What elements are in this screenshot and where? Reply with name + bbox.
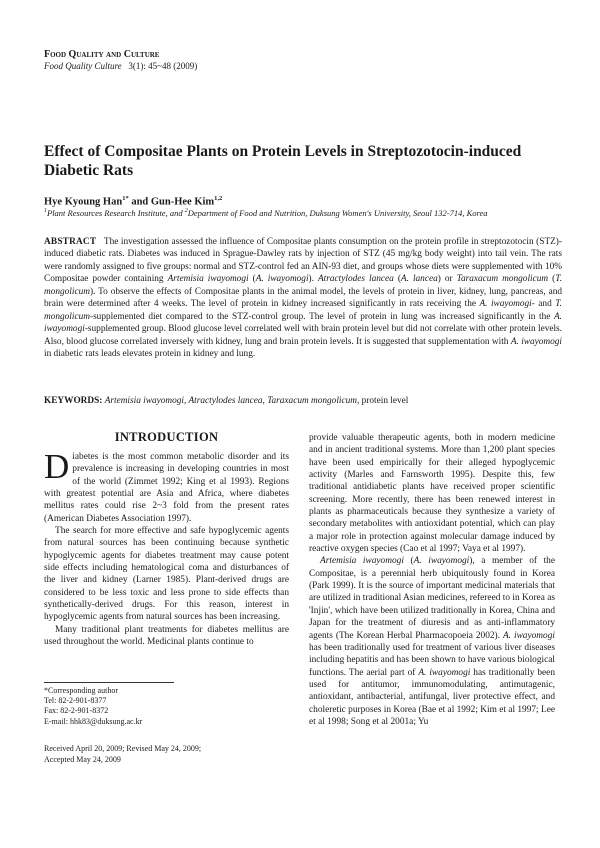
abstract-text: ) or	[437, 274, 457, 285]
affil-part-1: Plant Resources Research Institute, and	[47, 208, 185, 218]
journal-citation	[44, 61, 197, 71]
abstract-species: A. iwayomogi	[44, 311, 562, 335]
abstract-species: Artemisia iwayomogi	[167, 274, 249, 285]
abstract-text: The investigation assessed the influence of Compositae plants consumption on the protein profile in streptozotocin (STZ)-induced diabetic rats. Diabetes was induced in Sprague-Dawley rats by injection of STZ (45 mg/kg body weight) into tail vein. The rats were randomly assigned to five groups: normal and STZ-control fed an AIN-93 diet, and groups whose diets were supplemented with 10% Compositae powder containing	[44, 237, 563, 285]
abstract	[44, 236, 562, 361]
received-dates	[44, 744, 289, 765]
abstract-species: Atractylodes lancea	[318, 274, 394, 285]
drop-cap: D	[44, 447, 70, 486]
corresponding-label: *Corresponding author	[44, 686, 118, 695]
intro-paragraph-5	[309, 555, 555, 728]
author-1-marks: 1*	[122, 195, 129, 202]
intro-paragraph-4: provide valuable therapeutic agents, both in modern medicine and in ancient traditional systems. More than 1,200 plant species have been used empirically for their alleged hypoglycemic activity (Marles and Farnsworth 1995). Despite this, few traditional antidiabetic plants have received proper scientific screening. More recently, there has been renewed interest in plants as pharmaceuticals because they synthesize a variety of secondary metabolites with antioxidant potential, which can play a major role in protection against molecular damage induced by reactive oxygen species (Cao et al 1997; Vaya et al 1997).	[309, 433, 555, 555]
abstract-text: ).	[308, 274, 318, 285]
abstract-text: -supplemented diet compared to the STZ-control group. The level of protein in lung was increased significantly in the	[89, 311, 554, 322]
abstract-text: (	[548, 274, 556, 285]
intro-paragraph-1	[44, 447, 289, 525]
species-name: A. iwayomogi	[413, 556, 470, 567]
abstract-species: A. lancea	[400, 274, 438, 285]
email-address: E-mail: hhk83@duksung.ac.kr	[44, 716, 143, 726]
abstract-species: Taraxacum mongolicum	[456, 274, 549, 285]
species-name: Artemisia iwayomogi	[320, 556, 404, 567]
citation-volume: 3(1): 45~48 (2009)	[128, 61, 198, 71]
keywords-species: Artemisia iwayomogi, Atractylodes lancea, Taraxacum mongolicum,	[104, 396, 360, 406]
keywords-label: KEYWORDS:	[44, 396, 103, 406]
paragraph-text: iabetes is the most common metabolic disorder and its prevalence is increasing in developing countries in most of the world (Zimmet 1992; King et al 1993). Regions with greatest potential are Asia and Africa, where diabetes mellitus rates could rise 2~3 fold from the present rates (American Diabetes Association 1997).	[44, 452, 289, 524]
affil-mark-1: 1	[44, 208, 47, 215]
species-name: A. iwayomogi	[502, 630, 555, 641]
authors	[44, 195, 222, 208]
corresponding-author-footnote	[44, 686, 289, 727]
abstract-species: T. mongolicum	[44, 274, 563, 297]
author-connector: and	[128, 196, 151, 208]
paragraph-text: ), a member of the Compositae, is a perennial herb ubiquitously found in Korea (Park 1999). It is the source of important medicinal materials that are utilized in traditional Asian medicines, refereed to in Korea as 'Injin', which have been utilized traditionally in Korea, China and Japan for the treatment of diuresis and as anti-inflammatory agents (The Korean Herbal Pharmacopoeia 2002).	[309, 556, 555, 641]
footnote-divider	[44, 682, 174, 683]
paragraph-text: has been traditionally used for treatment of various liver diseases including hepatitis and has been shown to have various biological functions. The aerial part of	[309, 642, 555, 678]
abstract-species: A. iwayomogi	[255, 274, 309, 285]
abstract-text: (	[393, 274, 401, 285]
intro-column-right	[309, 432, 555, 728]
abstract-label: ABSTRACT	[44, 237, 97, 247]
abstract-text: (	[248, 274, 256, 285]
abstract-species: A. iwayomogi	[479, 299, 532, 310]
abstract-text: in diabetic rats leads elevates protein in kidney and lung.	[44, 349, 256, 360]
citation-journal: Food Quality Culture	[44, 61, 122, 71]
received-line-1: Received April 20, 2009; Revised May 24, 2009;	[44, 744, 202, 753]
received-line-2: Accepted May 24, 2009	[44, 754, 121, 764]
affiliation	[44, 208, 584, 218]
intro-paragraph-3: Many traditional plant treatments for diabetes mellitus are used throughout the world. Medicinal plants continue to	[44, 624, 289, 648]
paper-title: Effect of Compositae Plants on Protein Levels in Streptozotocin-induced Diabetic Rats	[44, 143, 522, 179]
author-2: Gun-Hee Kim	[150, 196, 215, 208]
intro-column-left	[44, 447, 289, 649]
abstract-species: A. iwayomogi	[510, 336, 562, 347]
section-heading-introduction: INTRODUCTION	[114, 430, 219, 444]
keywords	[44, 395, 562, 407]
fax-number: Fax: 82-2-901-8372	[44, 706, 109, 716]
keywords-plain: protein level	[359, 396, 409, 406]
species-name: A. iwayomogi	[418, 667, 471, 678]
journal-name: Food Quality and Culture	[44, 49, 160, 60]
paragraph-text: (	[403, 556, 414, 567]
paragraph-text: has traditionally been used for antitumor, immunomodulating, antimutagenic, antioxidant, antibacterial, antifungal, liver protective effect, and choleretic purposes in Korea (Bae et al 1992; Kim et al 1997; Lee et al 1998; Song et al 2001a; Yu	[309, 667, 555, 727]
intro-paragraph-2: The search for more effective and safe hypoglycemic agents from natural sources has been continuing because synthetic hypoglycemic agents for diabetes treatment may cause potent side effects including hematological coma and disturbances of the liver and kidney (Larner 1985). Plant-derived drugs are considered to be less toxic and less prone to side effects than synthetically-derived drugs. For this reason, interest in hypoglycemic agents from natural sources has been increasing.	[44, 526, 289, 623]
abstract-text: ). To observe the effects of Compositae plants in the animal model, the levels of protein in liver, kidney, lung, pancreas, and brain were determined after 4 weeks. The level of protein in kidney increased significantly in rats receiving the	[44, 286, 562, 310]
author-2-marks: 1,2	[214, 195, 223, 202]
abstract-text: - and	[531, 299, 556, 310]
abstract-text: -supplemented group. Blood glucose level correlated well with brain protein level but did not correlate with other protein levels. Also, blood glucose correlated inversely with kidney, lung and brain protein levels. It is suggested that supplementation with	[44, 324, 562, 347]
affil-mark-2: 2	[184, 208, 188, 215]
phone-number: Tel: 82-2-901-8377	[44, 696, 107, 706]
abstract-species: T. mongolicum	[44, 299, 562, 322]
author-1: Hye Kyoung Han	[44, 196, 123, 208]
affil-part-2: Department of Food and Nutrition, Duksung Women's University, Seoul 132-714, Korea	[187, 208, 488, 218]
